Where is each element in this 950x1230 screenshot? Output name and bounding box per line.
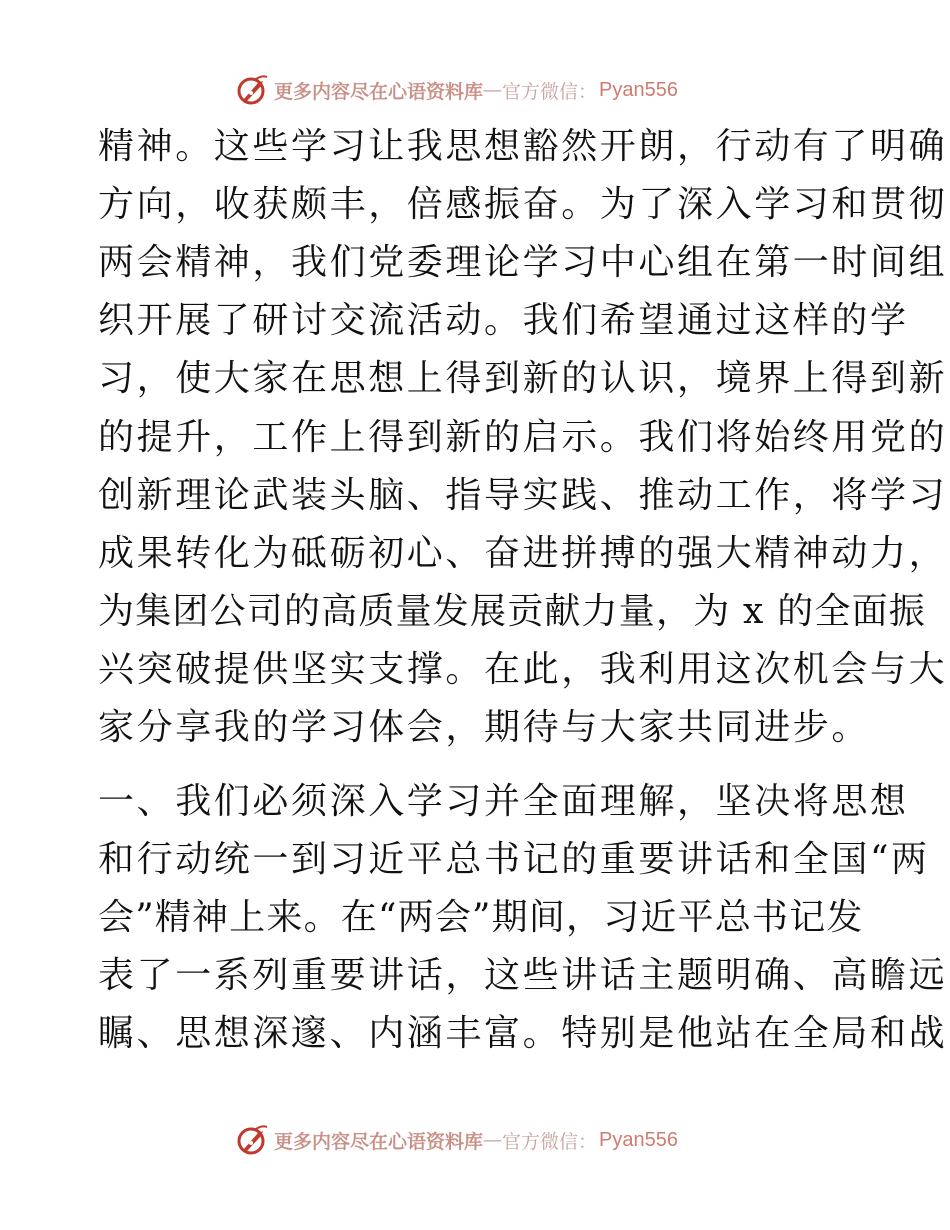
watermark-dash: — <box>483 1129 503 1151</box>
watermark-wechat-id: Pyan556 <box>599 1128 678 1151</box>
text-line: 两会精神，我们党委理论学习中心组在第一时间组 <box>98 242 948 283</box>
watermark-banner <box>236 1122 678 1158</box>
watermark-dash: — <box>483 79 503 101</box>
text-line: 表了一系列重要讲话，这些讲话主题明确、高瞻远 <box>98 955 948 996</box>
text-line: 创新理论武装头脑、指导实践、推动工作，将学习 <box>98 475 948 516</box>
pen-nib-logo-icon <box>236 1123 270 1157</box>
text-line: 为集团公司的高质量发展贡献力量，为 x 的全面振 <box>98 591 926 632</box>
watermark-header <box>0 72 950 108</box>
text-line: 会”精神上来。在“两会”期间，习近平总书记发 <box>98 897 864 938</box>
watermark-banner <box>236 72 678 108</box>
text-line: 方向，收获颇丰，倍感振奋。为了深入学习和贯彻 <box>98 184 948 225</box>
text-line: 织开展了研讨交流活动。我们希望通过这样的学 <box>98 300 909 341</box>
text-line: 瞩、思想深邃、内涵丰富。特别是他站在全局和战 <box>98 1013 948 1054</box>
watermark-main-text: 更多内容尽在心语资料库 <box>274 1130 484 1153</box>
text-line: 家分享我的学习体会，期待与大家共同进步。 <box>98 707 871 748</box>
text-line: 的提升，工作上得到新的启示。我们将始终用党的 <box>98 417 948 458</box>
watermark-wechat-id: Pyan556 <box>599 78 678 101</box>
text-line: 和行动统一到习近平总书记的重要讲话和全国“两 <box>98 839 930 880</box>
text-line: 习，使大家在思想上得到新的认识，境界上得到新 <box>98 358 948 399</box>
watermark-sub-text: 官方微信： <box>502 80 598 103</box>
watermark-footer <box>0 1122 950 1158</box>
pen-nib-logo-icon <box>236 73 270 107</box>
section-heading-line: 一、我们必须深入学习并全面理解，坚决将思想 <box>98 781 909 822</box>
watermark-main-text: 更多内容尽在心语资料库 <box>274 80 484 103</box>
text-line: 兴突破提供坚实支撑。在此，我利用这次机会与大 <box>98 649 948 690</box>
text-line: 精神。这些学习让我思想豁然开朗，行动有了明确 <box>98 126 948 167</box>
text-line: 成果转化为砥砺初心、奋进拼搏的强大精神动力， <box>98 533 948 574</box>
watermark-sub-text: 官方微信： <box>502 1130 598 1153</box>
